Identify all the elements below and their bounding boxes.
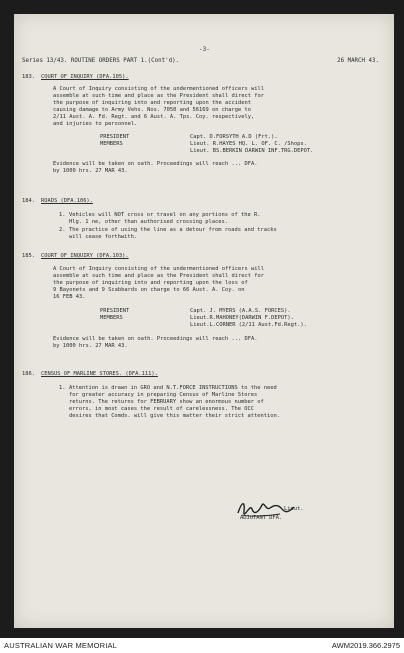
member-row: PRESIDENT Capt. D.FORSYTH A.D (Frt.).: [100, 134, 278, 140]
signature-block: [236, 499, 346, 529]
section-number: 183.: [22, 74, 35, 80]
court-members-table: [100, 308, 307, 329]
court-members-table: [100, 134, 313, 155]
section-number: 184.: [22, 198, 35, 204]
signature-rank: Lieut.: [284, 506, 304, 512]
signature-title: ADJUTANT DFA.: [240, 515, 283, 521]
section-title: COURT OF INQUIRY (DFA.103).: [41, 253, 129, 259]
member-row: Lieut.L.CORNER (2/11 Aust.Fd.Regt.).: [190, 321, 307, 328]
archive-reference: AWM2019.366.2975: [331, 641, 400, 650]
section-number: 186.: [22, 371, 35, 377]
section-body: A Court of Inquiry consisting of the undermentioned officers will assemble at such time and place as the President shall direct for the purpose of inquiring into and reporting upon the accident causing damage to Army Vehs. Nos. 7050 and 56169 on charge to 2/11 Aust. A. Fd. Regt. and 6 Aust. A. Tps. Coy. respectively, and injuries to personnel.: [53, 86, 264, 127]
header-series: Series 13/43. ROUTINE ORDERS PART 1.(Cont'd).: [22, 58, 180, 64]
evidence-note: Evidence will be taken on oath. Proceedings will reach ... DFA. by 1000 hrs. 27 MAR 43.: [53, 161, 258, 174]
section-number: 185.: [22, 253, 35, 259]
section-body: A Court of Inquiry consisting of the undermentioned officers will assemble at such time and place as the President shall direct for the purpose of inquiring into and reporting upon the loss of 9 Bayonets and 9 Scabbards on charge to 66 Aust. A. Coy. on 16 FEB 43.: [53, 266, 264, 300]
evidence-note: Evidence will be taken on oath. Proceedings will reach ... DFA. by 1000 hrs. 27 MAR 43.: [53, 336, 258, 349]
orders-header: [22, 58, 387, 65]
member-row: MEMBERS Lieut. R.HAYES HQ. L. OF. C. /Shops.: [100, 140, 307, 147]
document-page: -3- Series 13/43. ROUTINE ORDERS PART 1.(Cont'd). 26 MARCH 43. 183. COURT OF INQUIRY (DFA.105). A Court of Inquiry consisting of the undermentioned officers will assemble at such time and place as the President shall direct for the purpose of inquiring into and reporting upon the accident causing damage to Army Vehs. Nos. 7050 and 56169 on charge to 2/11 Aust. A. Fd. Regt. and 6 Aust. A. Tps. Coy. respectively, and injuries to personnel. PRESIDENT Capt. D.FORSYTH A.D (Frt.). MEMBERS Lieut. R.HAYES HQ. L. OF. C. /Shops. Lieut. BS.BERKIN DARWIN INF.TRG.DEPOT. Evidence will be taken on oath. Proceedings will reach ... DFA. by 1000 hrs. 27 MAR 43. 184. ROADS (DFA.106). 1. Vehicles will NOT cross or travel on any portions of the R. Hlg. 1 ne, other than authorised crossing places. 2. The practice of using the line as a detour from roads and tracks will cease forthwith. 185. COURT OF INQUIRY (DFA.103). A Court of Inquiry consisting of the undermentioned officers will assemble at such time and place as the President shall direct for the purpose of inquiring into and reporting upon the loss of 9 Bayonets and 9 Scabbards on charge to 66 Aust. A. Coy. on 16 FEB 43. PRESIDENT Capt. J. MYERS (A.A.S. FORCES). MEMBERS Lieut.R.MAHONEY(DARWIN F.DEPOT). Lieut.L.CORNER (2/11 Aust.Fd.Regt.). Evidence will be taken on oath. Proceedings will reach ... DFA. by 1000 hrs. 27 MAR 43. 186. CENSUS OF MARLINE STORES. (DFA.111). 1. Attention is drawn in GRO and N.T.FORCE INSTRUCTIONS to the need for greater accuracy in preparing Census of Marline Stores returns. The returns for FEBRUARY show an enormous number of errors, in most cases the result of carelessness. The OCC desires that Comds. will give this matter their strict attention. Lieut. ADJUTANT DFA.: [14, 14, 394, 628]
archive-footer: [0, 638, 404, 653]
section-title: CENSUS OF MARLINE STORES. (DFA.111).: [41, 371, 158, 377]
page-number: -3-: [199, 46, 210, 53]
member-row: PRESIDENT Capt. J. MYERS (A.A.S. FORCES).: [100, 308, 291, 314]
header-date: 26 MARCH 43.: [337, 58, 379, 64]
section-title: COURT OF INQUIRY (DFA.105).: [41, 74, 129, 80]
member-row: Lieut. BS.BERKIN DARWIN INF.TRG.DEPOT.: [190, 147, 314, 154]
member-row: MEMBERS Lieut.R.MAHONEY(DARWIN F.DEPOT).: [100, 314, 294, 321]
section-title: ROADS (DFA.106).: [41, 198, 93, 204]
archive-name: AUSTRALIAN WAR MEMORIAL: [4, 641, 118, 650]
